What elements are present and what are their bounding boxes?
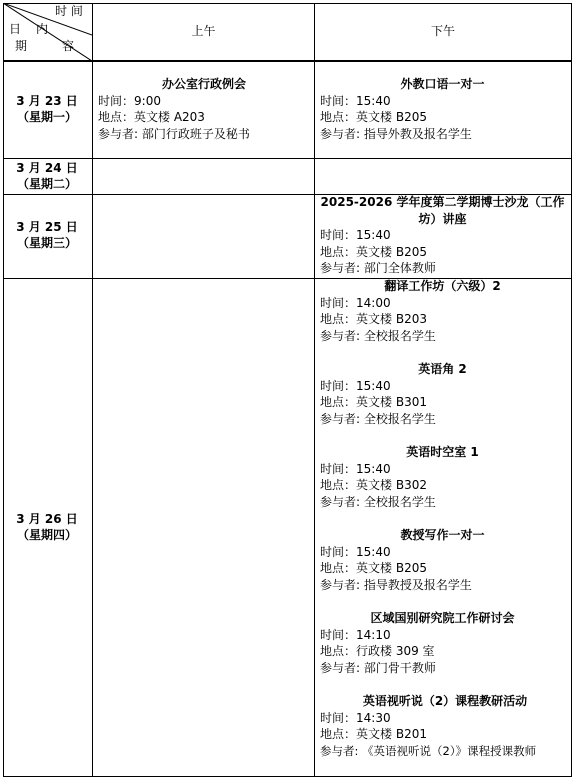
place-label: 地点： [320, 644, 357, 659]
corner-label-content-right: 容 [62, 39, 75, 53]
time-label: 时间： [320, 627, 357, 642]
event-place: 英文楼 B205 [356, 561, 427, 576]
event-attendees: 指导外教及报名学生 [363, 126, 472, 141]
event-place-row [320, 109, 565, 126]
corner-label-time: 时 间 [55, 4, 83, 18]
event-attendees-row [320, 494, 565, 511]
table-border-right [571, 3, 572, 777]
event-time-row [320, 461, 565, 478]
event-place: 行政楼 309 室 [356, 644, 435, 659]
date-label: 3 月 24 日 [16, 161, 78, 175]
event-block [98, 76, 310, 142]
attendees-label: 参与者: [320, 261, 364, 276]
event-place-row [320, 560, 565, 577]
event-time: 14:30 [356, 710, 391, 725]
event-title: 区域国别研究院工作研讨会 [370, 611, 515, 625]
event-title: 外教口语一对一 [400, 77, 485, 91]
attendees-label: 参与者: [320, 660, 364, 675]
event-place-row [98, 109, 310, 126]
date-label: 3 月 25 日 [16, 220, 78, 234]
event-place: 英文楼 B302 [356, 478, 427, 493]
corner-label-day-bottom: 期 [15, 39, 28, 53]
time-label: 时间： [320, 461, 357, 476]
event-title: 2025-2026 学年度第二学期博士沙龙（工作坊）讲座 [320, 195, 565, 226]
place-label: 地点： [320, 478, 357, 493]
event-attendees: 指导教授及报名学生 [363, 577, 472, 592]
time-label: 时间： [320, 544, 357, 559]
event-place-row [320, 244, 565, 261]
event-time: 15:40 [356, 93, 391, 108]
attendees-label: 参与者: [320, 411, 364, 426]
place-label: 地点： [320, 244, 357, 259]
event-title: 英语视听说（2）课程教研活动 [362, 694, 528, 708]
event-place-row [320, 477, 565, 494]
event-attendees-row [320, 743, 570, 760]
event-time: 14:00 [356, 295, 391, 310]
event-place-row [320, 311, 565, 328]
event-place: 英文楼 B301 [356, 395, 427, 410]
event-attendees-row [320, 411, 565, 428]
event-attendees: 《英语视听说（2）》课程授课教师 [362, 743, 537, 758]
time-label: 时间： [320, 228, 357, 243]
date-cell [3, 160, 91, 192]
event-place: 英文楼 B205 [356, 110, 427, 125]
date-cell [3, 511, 91, 543]
event-block [320, 361, 565, 427]
event-attendees: 部门骨干教师 [363, 660, 436, 675]
time-label: 时间： [320, 93, 357, 108]
event-place: 英文楼 B205 [356, 244, 427, 259]
event-block [320, 194, 565, 277]
place-label: 地点： [98, 110, 135, 125]
place-label: 地点： [320, 395, 357, 410]
event-block [320, 278, 565, 344]
date-label: 3 月 26 日 [16, 512, 78, 526]
event-time-row [320, 627, 565, 644]
event-place: 英文楼 B201 [356, 727, 427, 742]
event-attendees-row [320, 126, 565, 143]
place-label: 地点： [320, 561, 357, 576]
attendees-label: 参与者: [320, 577, 364, 592]
date-label: 3 月 23 日 [16, 94, 78, 108]
weekday-label: （星期四） [16, 528, 77, 542]
event-attendees: 部门行政班子及秘书 [141, 126, 250, 141]
place-label: 地点： [320, 110, 357, 125]
event-attendees: 全校报名学生 [363, 328, 436, 343]
event-place-row [320, 643, 565, 660]
date-cell [3, 219, 91, 251]
event-title: 英语时空室 1 [406, 445, 479, 459]
weekday-label: （星期二） [16, 177, 77, 191]
attendees-label: 参与者: [98, 126, 142, 141]
time-label: 时间： [320, 710, 357, 725]
place-label: 地点： [320, 727, 357, 742]
event-place-row [320, 394, 565, 411]
event-time: 15:40 [356, 378, 391, 393]
event-time-row [98, 93, 310, 110]
event-time-row [320, 378, 565, 395]
event-time-row [320, 710, 570, 727]
column-header-afternoon: 下午 [430, 24, 455, 38]
event-place-row [320, 726, 570, 743]
event-place: 英文楼 A203 [134, 110, 205, 125]
event-attendees-row [320, 577, 565, 594]
event-block [320, 610, 565, 676]
event-title: 翻译工作坊（六级）2 [384, 279, 501, 293]
attendees-label: 参与者: [320, 494, 364, 509]
event-time-row [320, 93, 565, 110]
attendees-label: 参与者: [320, 328, 364, 343]
table-border-bottom [3, 776, 572, 777]
event-title: 英语角 2 [418, 362, 467, 376]
time-label: 时间： [98, 93, 135, 108]
column-divider [92, 3, 93, 777]
event-time: 14:10 [356, 627, 391, 642]
event-attendees: 全校报名学生 [363, 494, 436, 509]
column-header-morning: 上午 [191, 24, 216, 38]
weekday-label: （星期一） [16, 110, 77, 124]
event-time-row [320, 295, 565, 312]
event-attendees-row [320, 660, 565, 677]
event-time-row [320, 227, 565, 244]
time-label: 时间： [320, 378, 357, 393]
attendees-label: 参与者: [320, 126, 364, 141]
event-time: 9:00 [134, 93, 161, 108]
attendees-label: 参与者: [320, 743, 363, 758]
event-place: 英文楼 B203 [356, 312, 427, 327]
event-block [320, 76, 565, 142]
event-time: 15:40 [356, 461, 391, 476]
weekday-label: （星期三） [16, 236, 77, 250]
event-time: 15:40 [356, 228, 391, 243]
event-block [320, 693, 570, 759]
date-cell [3, 93, 91, 125]
column-divider [314, 3, 315, 777]
place-label: 地点： [320, 312, 357, 327]
event-attendees: 全校报名学生 [363, 411, 436, 426]
event-attendees-row [98, 126, 310, 143]
corner-label-content-mid: 内 [36, 22, 49, 36]
event-attendees-row [320, 260, 565, 277]
event-attendees-row [320, 328, 565, 345]
event-title: 教授写作一对一 [400, 528, 485, 542]
row-divider [3, 158, 572, 159]
event-block [320, 444, 565, 510]
time-label: 时间： [320, 295, 357, 310]
event-title: 办公室行政例会 [161, 77, 246, 91]
event-time: 15:40 [356, 544, 391, 559]
event-time-row [320, 544, 565, 561]
event-attendees: 部门全体教师 [363, 261, 436, 276]
corner-label-day-top: 日 [9, 22, 22, 36]
event-block [320, 527, 565, 593]
